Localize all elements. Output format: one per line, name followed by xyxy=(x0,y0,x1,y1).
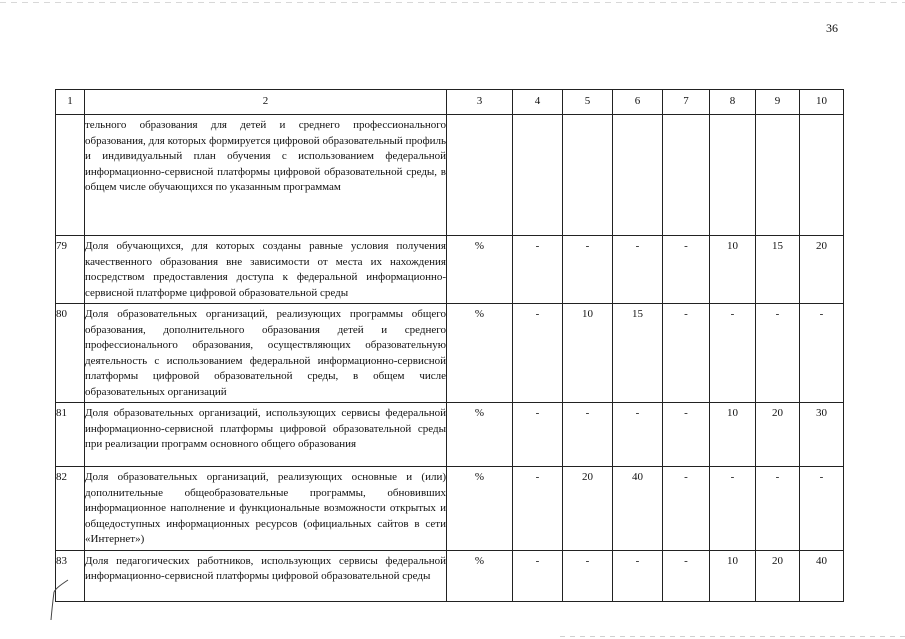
value-cell xyxy=(513,115,563,236)
value-cell: 20 xyxy=(756,550,800,601)
scan-edge-top xyxy=(0,2,905,3)
value-cell: 10 xyxy=(563,304,613,403)
column-header: 10 xyxy=(800,90,844,115)
value-cell: - xyxy=(663,236,710,304)
value-cell: - xyxy=(613,550,663,601)
value-cell: - xyxy=(563,236,613,304)
value-cell: - xyxy=(663,550,710,601)
table-row xyxy=(56,550,844,601)
unit-cell: % xyxy=(447,304,513,403)
value-cell: 15 xyxy=(613,304,663,403)
row-number: 83 xyxy=(56,550,85,601)
unit-cell: % xyxy=(447,403,513,467)
value-cell: - xyxy=(563,550,613,601)
column-header: 3 xyxy=(447,90,513,115)
column-header: 2 xyxy=(85,90,447,115)
value-cell: - xyxy=(756,467,800,551)
value-cell: - xyxy=(513,467,563,551)
value-cell: - xyxy=(513,403,563,467)
value-cell: 40 xyxy=(800,550,844,601)
table-row xyxy=(56,403,844,467)
indicators-table xyxy=(55,89,844,602)
value-cell: - xyxy=(613,403,663,467)
column-header: 9 xyxy=(756,90,800,115)
value-cell: - xyxy=(800,304,844,403)
value-cell: 15 xyxy=(756,236,800,304)
indicator-description: Доля образовательных организаций, реализующих программы общего образования, дополнительного образования детей и среднего профессионального образования, осуществляющих образовательную деятельность с использованием федеральной информационно-сервисной платформы цифровой образовательной среды, в общем числе образовательных организаций xyxy=(85,304,447,403)
table-row xyxy=(56,304,844,403)
value-cell xyxy=(613,115,663,236)
page-number: 36 xyxy=(826,21,838,35)
column-header: 1 xyxy=(56,90,85,115)
row-number xyxy=(56,115,85,236)
value-cell: 20 xyxy=(563,467,613,551)
column-header: 6 xyxy=(613,90,663,115)
column-header: 8 xyxy=(710,90,756,115)
value-cell: 40 xyxy=(613,467,663,551)
value-cell: 30 xyxy=(800,403,844,467)
indicator-description: Доля обучающихся, для которых созданы равные условия получения качественного образования вне зависимости от места их нахождения посредством предоставления доступа к федеральной информационно-сервисной платформе цифровой образовательной среды xyxy=(85,236,447,304)
row-number: 81 xyxy=(56,403,85,467)
header-row xyxy=(56,90,844,115)
value-cell: 10 xyxy=(710,550,756,601)
pen-stroke-mark xyxy=(42,578,72,623)
value-cell: - xyxy=(563,403,613,467)
table-row xyxy=(56,115,844,236)
value-cell: - xyxy=(613,236,663,304)
row-number: 79 xyxy=(56,236,85,304)
scan-edge-bottom xyxy=(560,636,905,637)
value-cell: - xyxy=(513,304,563,403)
value-cell: 10 xyxy=(710,236,756,304)
value-cell: - xyxy=(513,236,563,304)
indicator-description: Доля образовательных организаций, использующих сервисы федеральной информационно-сервисной платформы цифровой образовательной среды при реализации программ основного общего образования xyxy=(85,403,447,467)
unit-cell: % xyxy=(447,236,513,304)
value-cell xyxy=(756,115,800,236)
value-cell: - xyxy=(710,304,756,403)
indicator-description: тельного образования для детей и среднего профессионального образования, для которых формируется цифровой образовательный профиль и индивидуальный план обучения с использованием федеральной информационно-сервисной платформы цифровой образовательной среды, в общем числе обучающихся по указанным программам xyxy=(85,115,447,236)
value-cell: - xyxy=(800,467,844,551)
unit-cell xyxy=(447,115,513,236)
value-cell xyxy=(563,115,613,236)
value-cell: 20 xyxy=(756,403,800,467)
column-header: 7 xyxy=(663,90,710,115)
value-cell: 20 xyxy=(800,236,844,304)
table-row xyxy=(56,236,844,304)
value-cell: - xyxy=(663,304,710,403)
value-cell: - xyxy=(710,467,756,551)
value-cell: - xyxy=(513,550,563,601)
indicator-description: Доля образовательных организаций, реализующих основные и (или) дополнительные общеобразовательные программы, обновивших информационное наполнение и функциональные возможности открытых и общедоступных информационных ресурсов (официальных сайтов в сети «Интернет») xyxy=(85,467,447,551)
unit-cell: % xyxy=(447,550,513,601)
row-number: 82 xyxy=(56,467,85,551)
table-row xyxy=(56,467,844,551)
unit-cell: % xyxy=(447,467,513,551)
value-cell xyxy=(800,115,844,236)
value-cell: 10 xyxy=(710,403,756,467)
value-cell xyxy=(663,115,710,236)
indicator-description: Доля педагогических работников, использующих сервисы федеральной информационно-сервисной платформы цифровой образовательной среды xyxy=(85,550,447,601)
row-number: 80 xyxy=(56,304,85,403)
value-cell: - xyxy=(663,403,710,467)
column-header: 4 xyxy=(513,90,563,115)
column-header: 5 xyxy=(563,90,613,115)
value-cell xyxy=(710,115,756,236)
value-cell: - xyxy=(756,304,800,403)
value-cell: - xyxy=(663,467,710,551)
